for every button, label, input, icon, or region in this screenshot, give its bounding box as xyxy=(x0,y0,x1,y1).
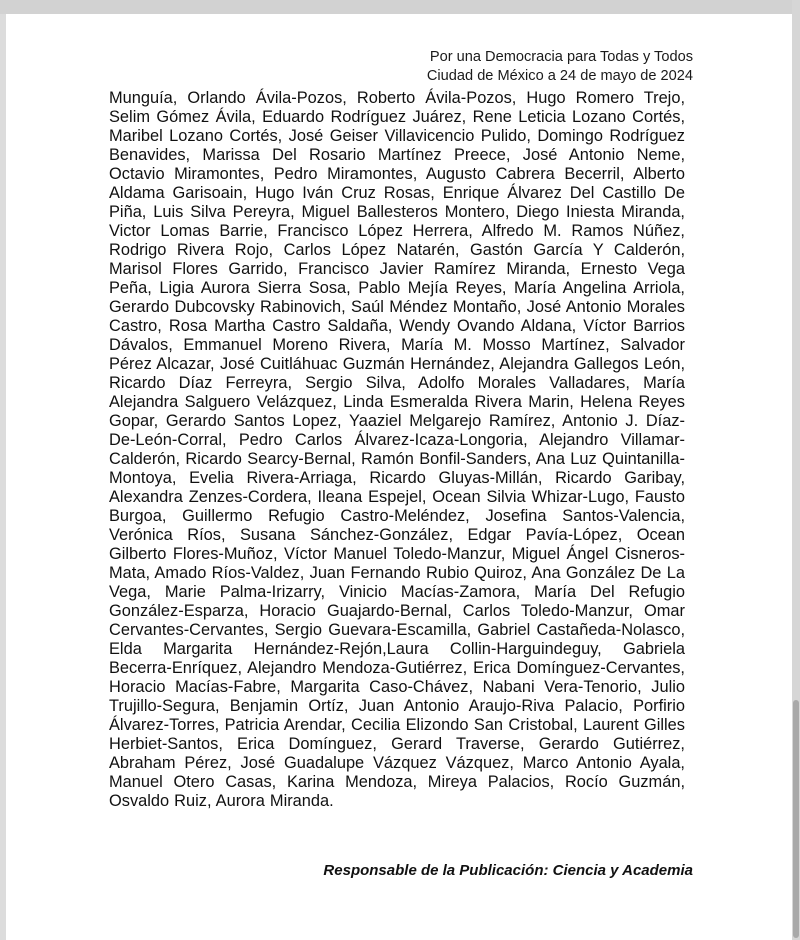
viewer-top-band xyxy=(0,0,800,14)
publication-responsible: Responsable de la Publicación: Ciencia y Academia xyxy=(323,862,693,879)
vertical-scrollbar[interactable] xyxy=(792,0,800,940)
document-header xyxy=(427,48,693,86)
signatories-list: Munguía, Orlando Ávila-Pozos, Roberto Ávila-Pozos, Hugo Romero Trejo, Selim Gómez Ávila, Eduardo Rodríguez Juárez, Rene Leticia Lozano Cortés, Maribel Lozano Cortés, José Geiser Villavicencio Pulido, Domingo Rodríguez Benavides, Marissa Del Rosario Martínez Preece, José Antonio Neme, Octavio Miramontes, Pedro Miramontes, Augusto Cabrera Becerril, Alberto Aldama Garisoain, Hugo Iván Cruz Rosas, Enrique Álvarez Del Castillo De Piña, Luis Silva Pereyra, Miguel Ballesteros Montero, Diego Iniesta Miranda, Victor Lomas Barrie, Francisco López Herrera, Alfredo M. Ramos Núñez, Rodrigo Rivera Rojo, Carlos López Natarén, Gastón García Y Calderón, Marisol Flores Garrido, Francisco Javier Ramírez Miranda, Ernesto Vega Peña, Ligia Aurora Sierra Sosa, Pablo Mejía Reyes, María Angelina Arriola, Gerardo Dubcovsky Rabinovich, Saúl Méndez Montaño, José Antonio Morales Castro, Rosa Martha Castro Saldaña, Wendy Ovando Aldana, Víctor Barrios Dávalos, Emmanuel Moreno Rivera, María M. Mosso Martínez, Salvador Pérez Alcazar, José Cuitláhuac Guzmán Hernández, Alejandra Gallegos León, Ricardo Díaz Ferreyra, Sergio Silva, Adolfo Morales Valladares, María Alejandra Salguero Velázquez, Linda Esmeralda Rivera Marin, Helena Reyes Gopar, Gerardo Santos Lopez, Yaaziel Melgarejo Ramírez, Antonio J. Díaz-De-León-Corral, Pedro Carlos Álvarez-Icaza-Longoria, Alejandro Villamar-Calderón, Ricardo Searcy-Bernal, Ramón Bonfil-Sanders, Ana Luz Quintanilla-Montoya, Evelia Rivera-Arriaga, Ricardo Gluyas-Millán, Ricardo Garibay, Alexandra Zenzes-Cordera, Ileana Espejel, Ocean Silvia Whizar-Lugo, Fausto Burgoa, Guillermo Refugio Castro-Meléndez, Josefina Santos-Valencia, Verónica Ríos, Susana Sánchez-González, Edgar Pavía-López, Ocean Gilberto Flores-Muñoz, Víctor Manuel Toledo-Manzur, Miguel Ángel Cisneros-Mata, Amado Ríos-Valdez, Juan Fernando Rubio Quiroz, Ana González De La Vega, Marie Palma-Irizarry, Vinicio Macías-Zamora, María Del Refugio González-Esparza, Horacio Guajardo-Bernal, Carlos Toledo-Manzur, Omar Cervantes-Cervantes, Sergio Guevara-Escamilla, Gabriel Castañeda-Nolasco, Elda Margarita Hernández-Rejón,Laura Collin-Harguindeguy, Gabriela Becerra-Enríquez, Alejandro Mendoza-Gutiérrez, Erica Domínguez-Cervantes, Horacio Macías-Fabre, Margarita Caso-Chávez, Nabani Vera-Tenorio, Julio Trujillo-Segura, Benjamin Ortíz, Juan Antonio Araujo-Riva Palacio, Porfirio Álvarez-Torres, Patricia Arendar, Cecilia Elizondo San Cristobal, Laurent Gilles Herbiet-Santos, Erica Domínguez, Gerard Traverse, Gerardo Gutiérrez, Abraham Pérez, José Guadalupe Vázquez Vázquez, Marco Antonio Ayala, Manuel Otero Casas, Karina Mendoza, Mireya Palacios, Rocío Guzmán, Osvaldo Ruiz, Aurora Miranda. xyxy=(109,89,685,810)
header-place-date: Ciudad de México a 24 de mayo de 2024 xyxy=(426,68,693,84)
scrollbar-thumb[interactable] xyxy=(793,700,799,938)
header-motto: Por una Democracia para Todas y Todos xyxy=(429,49,693,65)
